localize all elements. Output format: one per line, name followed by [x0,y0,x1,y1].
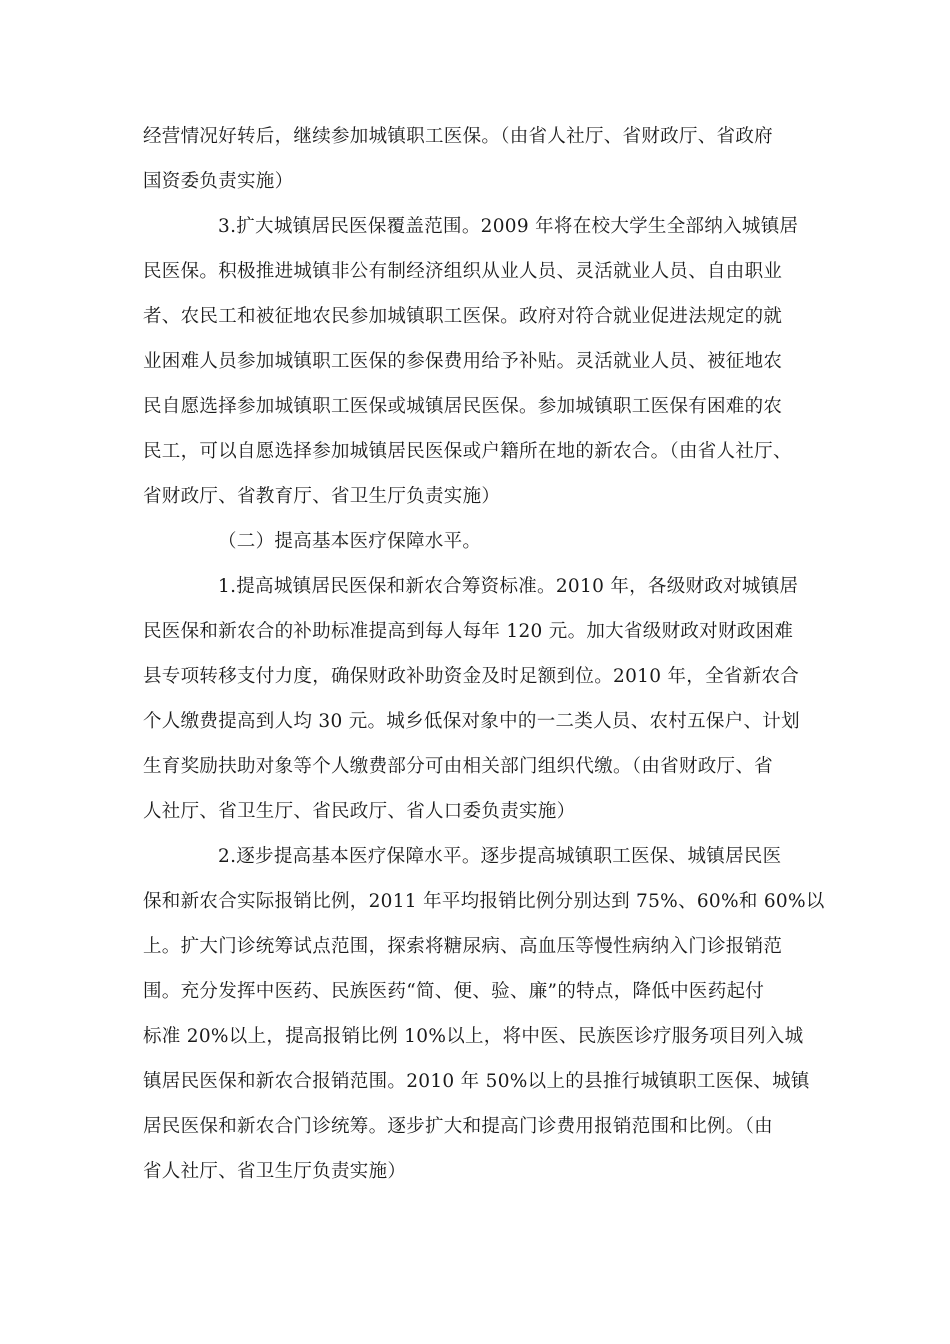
text-line: 民医保和新农合的补助标准提高到每人每年 120 元。加大省级财政对财政困难 [143,621,794,642]
text-line: 者、农民工和被征地农民参加城镇职工医保。政府对符合就业促进法规定的就 [143,306,783,327]
text-line: 民工，可以自愿选择参加城镇居民医保或户籍所在地的新农合。（由省人社厅、 [143,441,792,462]
text-line: 经营情况好转后，继续参加城镇职工医保。（由省人社厅、省财政厅、省政府 [143,126,773,147]
text-line: 民自愿选择参加城镇职工医保或城镇居民医保。参加城镇职工医保有困难的农 [143,396,783,417]
text-line: 保和新农合实际报销比例，2011 年平均报销比例分别达到 75%、60%和 60%以 [143,891,825,912]
text-line: 省人社厅、省卫生厅负责实施） [143,1161,407,1182]
text-line: 上。扩大门诊统筹试点范围，探索将糖尿病、高血压等慢性病纳入门诊报销范 [143,936,783,957]
text-line: 业困难人员参加城镇职工医保的参保费用给予补贴。灵活就业人员、被征地农 [143,351,783,372]
text-line: 个人缴费提高到人均 30 元。城乡低保对象中的一二类人员、农村五保户、计划 [143,711,800,732]
paragraph-heading-1: 1.提高城镇居民医保和新农合筹资标准。2010 年，各级财政对城镇居 [218,576,799,597]
section-heading: （二）提高基本医疗保障水平。 [218,531,482,552]
text-line: 居民医保和新农合门诊统筹。逐步扩大和提高门诊费用报销范围和比例。（由 [143,1116,773,1137]
text-line: 围。充分发挥中医药、民族医药“简、便、验、廉”的特点，降低中医药起付 [143,981,765,1002]
text-line: 人社厅、省卫生厅、省民政厅、省人口委负责实施） [143,801,576,822]
text-line: 镇居民医保和新农合报销范围。2010 年 50%以上的县推行城镇职工医保、城镇 [143,1071,810,1092]
text-line: 省财政厅、省教育厅、省卫生厅负责实施） [143,486,501,507]
text-line: 生育奖励扶助对象等个人缴费部分可由相关部门组织代缴。（由省财政厅、省 [143,756,773,777]
paragraph-heading-3: 3.扩大城镇居民医保覆盖范围。2009 年将在校大学生全部纳入城镇居 [218,216,799,237]
text-line: 国资委负责实施） [143,171,294,192]
text-line: 标准 20%以上，提高报销比例 10%以上，将中医、民族医诊疗服务项目列入城 [143,1026,804,1047]
paragraph-heading-2: 2.逐步提高基本医疗保障水平。逐步提高城镇职工医保、城镇居民医 [218,846,782,867]
text-line: 县专项转移支付力度，确保财政补助资金及时足额到位。2010 年，全省新农合 [143,666,800,687]
text-line: 民医保。积极推进城镇非公有制经济组织从业人员、灵活就业人员、自由职业 [143,261,783,282]
